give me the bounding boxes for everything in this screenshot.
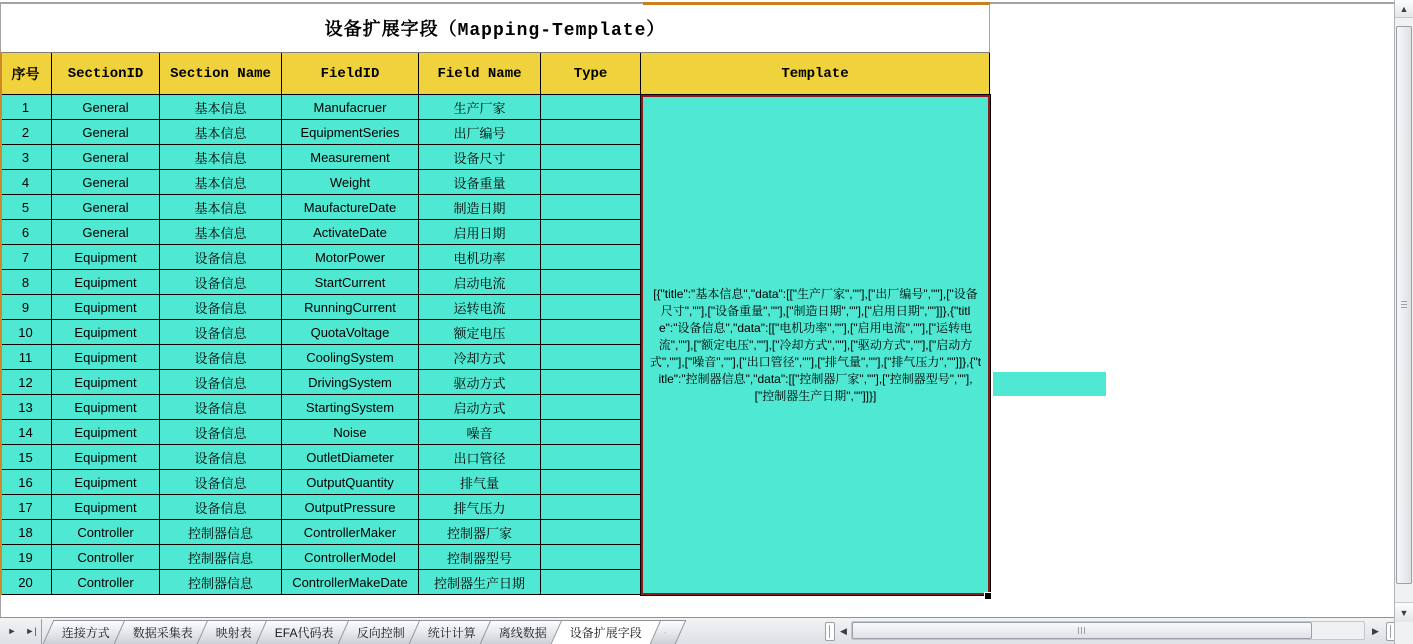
sheet-title-cell[interactable]: [1, 4, 989, 52]
inactive-sheet-tabs: [48, 620, 556, 644]
cell-section-id[interactable]: Equipment: [52, 245, 160, 270]
horizontal-scrollbar-track[interactable]: [851, 621, 1365, 640]
cell-section-id[interactable]: Equipment: [52, 420, 160, 445]
cell-row-number[interactable]: 10: [0, 320, 52, 345]
table-row: [0, 320, 641, 345]
vertical-scrollbar-thumb[interactable]: [1396, 26, 1412, 584]
cell-field-name[interactable]: 运转电流: [419, 295, 541, 320]
table-row: [0, 545, 641, 570]
table-row: [0, 370, 641, 395]
cell-field-name[interactable]: 驱动方式: [419, 370, 541, 395]
table-row: [0, 520, 641, 545]
cell-field-id[interactable]: DrivingSystem: [282, 370, 419, 395]
cell-field-name[interactable]: 控制器生产日期: [419, 570, 541, 595]
cell-field-name[interactable]: 制造日期: [419, 195, 541, 220]
horizontal-scrollbar-thumb[interactable]: [852, 622, 1312, 639]
cell-section-id[interactable]: Equipment: [52, 320, 160, 345]
cell-field-name[interactable]: 噪音: [419, 420, 541, 445]
cell-row-number[interactable]: 1: [0, 95, 52, 120]
cell-type[interactable]: [541, 195, 641, 220]
table-row: [0, 195, 641, 220]
table-row: [0, 245, 641, 270]
cell-row-number[interactable]: 5: [0, 195, 52, 220]
cell-field-id[interactable]: ControllerModel: [282, 545, 419, 570]
cell-section-id[interactable]: Equipment: [52, 395, 160, 420]
cell-row-number[interactable]: 2: [0, 120, 52, 145]
cell-type[interactable]: [541, 320, 641, 345]
cell-field-id[interactable]: MotorPower: [282, 245, 419, 270]
cell-type[interactable]: [541, 145, 641, 170]
cell-section-id[interactable]: Equipment: [52, 270, 160, 295]
cell-row-number[interactable]: 15: [0, 445, 52, 470]
selected-column-accent: [643, 2, 990, 5]
column-header-cell[interactable]: Template: [641, 53, 990, 94]
table-row: [0, 420, 641, 445]
cell-section-id[interactable]: Equipment: [52, 495, 160, 520]
column-header-cell[interactable]: Type: [541, 53, 641, 94]
table-row: [0, 470, 641, 495]
cell-row-number[interactable]: 8: [0, 270, 52, 295]
cell-row-number[interactable]: 4: [0, 170, 52, 195]
cell-type[interactable]: [541, 120, 641, 145]
sheet-tab-label: 统计计算: [427, 626, 476, 640]
cell-field-id[interactable]: ControllerMaker: [282, 520, 419, 545]
cell-field-name[interactable]: 启用日期: [419, 220, 541, 245]
table-body: [0, 95, 641, 595]
table-row: [0, 570, 641, 595]
cell-type[interactable]: [541, 220, 641, 245]
column-header-cell[interactable]: SectionID: [52, 53, 160, 94]
cell-field-id[interactable]: StartingSystem: [282, 395, 419, 420]
sheet-tab-active[interactable]: [550, 620, 661, 644]
cell-field-id[interactable]: OutputQuantity: [282, 470, 419, 495]
column-header-cell[interactable]: Section Name: [160, 53, 282, 94]
cell-field-name[interactable]: 电机功率: [419, 245, 541, 270]
tab-scrollbar-splitter[interactable]: [825, 622, 835, 641]
sheet-tab-label: 连接方式: [61, 626, 110, 640]
column-header-cell[interactable]: Field Name: [419, 53, 541, 94]
cell-type[interactable]: [541, 495, 641, 520]
cell-row-number[interactable]: 16: [0, 470, 52, 495]
cell-row-number[interactable]: 17: [0, 495, 52, 520]
table-row: [0, 495, 641, 520]
cell-field-id[interactable]: ControllerMakeDate: [282, 570, 419, 595]
sheet-tab-bar: [0, 617, 1394, 644]
active-sheet-tab-label: 设备扩展字段: [569, 626, 642, 640]
cell-section-name[interactable]: 设备信息: [160, 295, 282, 320]
cell-type[interactable]: [541, 395, 641, 420]
cell-row-number[interactable]: 6: [0, 220, 52, 245]
cell-section-name[interactable]: 设备信息: [160, 495, 282, 520]
cell-section-name[interactable]: 基本信息: [160, 220, 282, 245]
tab-navigation: [4, 622, 39, 639]
scroll-right-icon: ▶: [1372, 625, 1379, 636]
cell-section-id[interactable]: Equipment: [52, 445, 160, 470]
template-merged-cell-selected[interactable]: [641, 95, 990, 595]
cell-row-number[interactable]: 7: [0, 245, 52, 270]
cell-field-id[interactable]: RunningCurrent: [282, 295, 419, 320]
cell-section-id[interactable]: Controller: [52, 545, 160, 570]
table-right-border: [989, 2, 990, 52]
last-sheet-icon: ►|: [25, 625, 37, 636]
cell-field-id[interactable]: MaufactureDate: [282, 195, 419, 220]
cell-row-number[interactable]: 12: [0, 370, 52, 395]
table-header-row: [0, 52, 990, 95]
next-sheet-icon: ►: [7, 625, 17, 636]
cell-section-name[interactable]: 控制器信息: [160, 570, 282, 595]
next-sheet-button[interactable]: [4, 622, 20, 639]
cell-section-id[interactable]: Controller: [52, 520, 160, 545]
cell-row-number[interactable]: 20: [0, 570, 52, 595]
cell-field-id[interactable]: OutputPressure: [282, 495, 419, 520]
cell-row-number[interactable]: 11: [0, 345, 52, 370]
cell-type[interactable]: [541, 445, 641, 470]
cell-section-name[interactable]: 设备信息: [160, 320, 282, 345]
cell-section-name[interactable]: 设备信息: [160, 470, 282, 495]
cell-row-number[interactable]: 19: [0, 545, 52, 570]
cell-type[interactable]: [541, 95, 641, 120]
cell-field-name[interactable]: 出口管径: [419, 445, 541, 470]
cell-type[interactable]: [541, 520, 641, 545]
cell-section-id[interactable]: Equipment: [52, 345, 160, 370]
cell-field-name[interactable]: 设备尺寸: [419, 145, 541, 170]
cell-field-name[interactable]: 启动电流: [419, 270, 541, 295]
cell-field-id[interactable]: StartCurrent: [282, 270, 419, 295]
vscroll-up-button[interactable]: [1395, 0, 1413, 18]
column-header-cell[interactable]: 序号: [0, 53, 52, 94]
overflow-highlight-rect: [993, 372, 1106, 396]
cell-row-number[interactable]: 14: [0, 420, 52, 445]
cell-field-name[interactable]: 控制器厂家: [419, 520, 541, 545]
table-left-border: [0, 52, 2, 595]
cell-field-id[interactable]: Manufacruer: [282, 95, 419, 120]
cell-type[interactable]: [541, 345, 641, 370]
cell-field-id[interactable]: CoolingSystem: [282, 345, 419, 370]
sheet-title: 设备扩展字段（Mapping-Template）: [324, 21, 666, 41]
cell-section-name[interactable]: 设备信息: [160, 345, 282, 370]
cell-section-id[interactable]: Controller: [52, 570, 160, 595]
table-row: [0, 445, 641, 470]
sheet-tab-label: 离线数据: [498, 626, 547, 640]
cell-row-number[interactable]: 18: [0, 520, 52, 545]
vscroll-down-button[interactable]: [1395, 602, 1413, 622]
table-row: [0, 270, 641, 295]
cell-section-id[interactable]: General: [52, 220, 160, 245]
table-row: [0, 220, 641, 245]
cell-row-number[interactable]: 3: [0, 145, 52, 170]
cell-section-id[interactable]: General: [52, 145, 160, 170]
cell-field-name[interactable]: 控制器型号: [419, 545, 541, 570]
cell-section-id[interactable]: General: [52, 195, 160, 220]
cell-field-name[interactable]: 启动方式: [419, 395, 541, 420]
table-row: [0, 120, 641, 145]
cell-type[interactable]: [541, 570, 641, 595]
cell-field-id[interactable]: EquipmentSeries: [282, 120, 419, 145]
cell-field-id[interactable]: ActivateDate: [282, 220, 419, 245]
sheet-tab-label: 数据采集表: [132, 626, 193, 640]
cell-section-id[interactable]: Equipment: [52, 295, 160, 320]
cell-section-name[interactable]: 设备信息: [160, 420, 282, 445]
table-row: [0, 95, 641, 120]
table-row: [0, 145, 641, 170]
template-json-text: [{"title":"基本信息","data":[["生产厂家",""],["出厂编号",""],["设备尺寸",""],["设备重量",""],["制造日期",""],["启用日期",""]]},{"title":"设备信息","data":[["电机功率",""],["启用电流",""],["运转电流",""],["额定电压",""],["冷却方式",""],["驱动方式",""],["启动方式",""],["噪音",""],["出口管径",""],["排气量",""],["排气压力",""]]},{"title":"控制器信息","data":[["控制器厂家",""],["控制器型号",""],["控制器生产日期",""]]}]: [649, 286, 982, 403]
cell-field-id[interactable]: Noise: [282, 420, 419, 445]
cell-row-number[interactable]: 9: [0, 295, 52, 320]
cell-field-name[interactable]: 冷却方式: [419, 345, 541, 370]
scroll-down-icon: ▼: [1399, 607, 1409, 618]
cell-section-name[interactable]: 控制器信息: [160, 520, 282, 545]
cell-section-id[interactable]: Equipment: [52, 470, 160, 495]
cell-section-name[interactable]: 基本信息: [160, 170, 282, 195]
cell-type[interactable]: [541, 170, 641, 195]
cell-field-name[interactable]: 排气量: [419, 470, 541, 495]
cell-type[interactable]: [541, 245, 641, 270]
sheet-tab-label: EFA代码表: [274, 626, 334, 640]
cell-section-id[interactable]: General: [52, 170, 160, 195]
table-row: [0, 345, 641, 370]
cell-section-name[interactable]: 设备信息: [160, 245, 282, 270]
sheet-tab-label: 反向控制: [356, 626, 405, 640]
cell-section-name[interactable]: 控制器信息: [160, 545, 282, 570]
cell-field-id[interactable]: Weight: [282, 170, 419, 195]
selection-fill-handle[interactable]: [984, 592, 991, 599]
cell-section-name[interactable]: 设备信息: [160, 370, 282, 395]
cell-field-name[interactable]: 额定电压: [419, 320, 541, 345]
cell-field-id[interactable]: QuotaVoltage: [282, 320, 419, 345]
insert-sheet-icon: [665, 626, 667, 640]
cell-type[interactable]: [541, 420, 641, 445]
cell-section-name[interactable]: 设备信息: [160, 395, 282, 420]
cell-type[interactable]: [541, 470, 641, 495]
cell-field-id[interactable]: Measurement: [282, 145, 419, 170]
cell-field-name[interactable]: 出厂编号: [419, 120, 541, 145]
cell-section-id[interactable]: General: [52, 120, 160, 145]
cell-section-name[interactable]: 基本信息: [160, 145, 282, 170]
cell-section-name[interactable]: 基本信息: [160, 120, 282, 145]
cell-field-name[interactable]: 生产厂家: [419, 95, 541, 120]
cell-section-name[interactable]: 设备信息: [160, 445, 282, 470]
cell-row-number[interactable]: 13: [0, 395, 52, 420]
cell-field-name[interactable]: 排气压力: [419, 495, 541, 520]
hscroll-right-button[interactable]: [1368, 622, 1383, 640]
cell-type[interactable]: [541, 295, 641, 320]
sheet-tabs: [48, 620, 676, 644]
cell-field-name[interactable]: 设备重量: [419, 170, 541, 195]
scroll-up-icon: ▲: [1399, 3, 1409, 14]
table-row: [0, 395, 641, 420]
cell-field-id[interactable]: OutletDiameter: [282, 445, 419, 470]
cell-section-name[interactable]: 基本信息: [160, 195, 282, 220]
table-row: [0, 295, 641, 320]
sheet-tab-label: 映射表: [215, 626, 252, 640]
cell-type[interactable]: [541, 370, 641, 395]
vertical-scrollbar[interactable]: [1394, 0, 1413, 644]
cell-type[interactable]: [541, 270, 641, 295]
cell-section-id[interactable]: General: [52, 95, 160, 120]
tab-strip-divider: [41, 619, 42, 644]
cell-section-name[interactable]: 设备信息: [160, 270, 282, 295]
last-sheet-button[interactable]: [23, 622, 39, 639]
cell-section-id[interactable]: Equipment: [52, 370, 160, 395]
table-row: [0, 170, 641, 195]
cell-section-name[interactable]: 基本信息: [160, 95, 282, 120]
hscroll-left-button[interactable]: [836, 622, 851, 640]
column-header-cell[interactable]: FieldID: [282, 53, 419, 94]
cell-type[interactable]: [541, 545, 641, 570]
scroll-left-icon: ◀: [840, 625, 847, 636]
